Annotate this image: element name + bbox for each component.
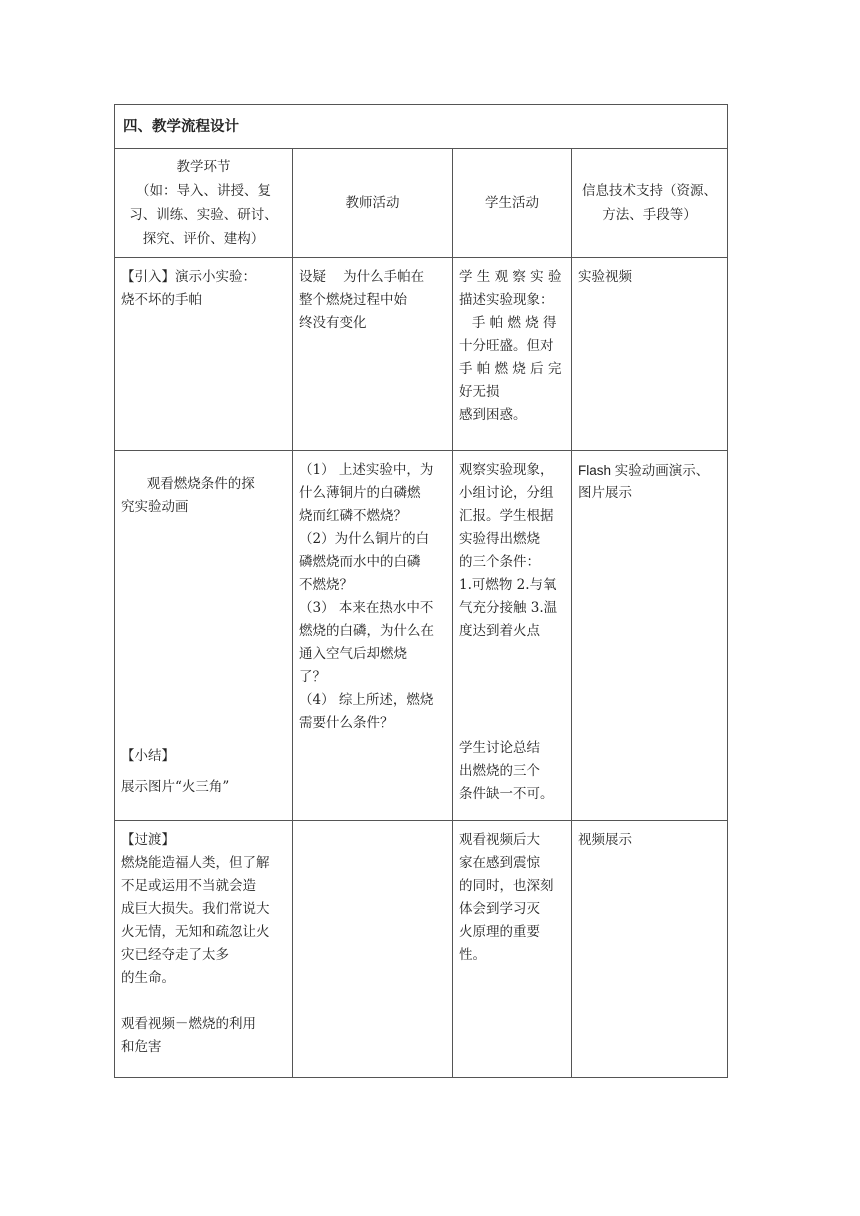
cell-line: 观看视频－燃烧的利用 [121,1016,256,1032]
cell-line: 通入空气后却燃烧 [299,646,407,662]
cell-line: 体会到学习灭 [459,901,540,917]
cell-line: 烧不坏的手帕 [121,292,202,308]
cell-line: 的三个条件： [459,554,540,570]
cell-line: 需要什么条件？ [299,715,394,731]
cell-line: 的生命。 [121,970,175,986]
cell-line: 家在感到震惊 [459,855,540,871]
cell-line: 和危害 [121,1039,162,1055]
cell-line: 感到困惑。 [459,407,527,423]
header-teacher-activity: 教师活动 [293,149,453,258]
cell-line: 实验视频 [578,269,632,285]
cell-line: 气充分接触 3.温 [459,600,558,616]
cell-line: 的同时，也深刻 [459,878,554,894]
row1-student [453,258,572,451]
cell-line: 灾已经夺走了太多 [121,947,229,963]
cell-line: 燃烧的白磷，为什么在 [299,623,434,639]
cell-line: 条件缺一不可。 [459,786,554,802]
cell-line: 实验得出燃烧 [459,531,540,547]
row3-stage [115,821,293,1078]
row1-stage [115,258,293,451]
row3-teacher [293,821,453,1078]
cell-line: 观察实验现象， [459,462,554,478]
cell-line: 好无损 [459,384,500,400]
cell-line: 究实验动画 [121,499,189,515]
cell-line: 学 生 观 察 实 验 [459,269,562,285]
cell-line: 十分旺盛。但对 [459,338,554,354]
row2-teacher [293,451,453,821]
spacer [121,990,286,1013]
cell-line: 终没有变化 [299,315,367,331]
table-row-combustion-conditions [115,451,728,821]
teaching-flow-table [114,104,728,1078]
cell-line: 了？ [299,669,326,685]
cell-line: 视频展示 [578,832,632,848]
cell-line: 整个燃烧过程中始 [299,292,407,308]
header-line: 教学环节 [176,159,231,175]
cell-line: 设疑 为什么手帕在 [299,269,425,285]
row1-teacher [293,258,453,451]
section-title-row [115,105,728,149]
table-row-transition [115,821,728,1078]
header-line: 信息技术支持（资源、 [582,183,717,199]
header-line: 方法、手段等） [602,207,697,223]
cell-line: 观看视频后大 [459,832,540,848]
header-teaching-stage [115,149,293,258]
teaching-flow-table-container [114,104,727,1078]
cell-line: Flash 实验动画演示、 [578,463,710,478]
row2-it-support [572,451,728,821]
cell-line: 图片展示 [578,485,632,501]
cell-line: 磷燃烧而水中的白磷 [299,554,421,570]
header-student-activity: 学生活动 [453,149,572,258]
cell-line: 性。 [459,947,486,963]
cell-line: 度达到着火点 [459,623,540,639]
cell-line: 【过渡】 [121,832,175,848]
cell-line: 观看燃烧条件的探 [121,476,255,492]
header-row [115,149,728,258]
row1-it-support [572,258,728,451]
cell-line: 小组讨论，分组 [459,485,554,501]
cell-line: 学生讨论总结 [459,740,540,756]
cell-line: 成巨大损失。我们常说大 [121,901,270,917]
table-row-intro [115,258,728,451]
cell-line: 1.可燃物 2.与氧 [459,577,557,593]
header-line: （如：导入、讲授、复 [136,183,271,199]
cell-line: 不燃烧？ [299,577,353,593]
header-line: 探究、评价、建构） [142,231,265,247]
cell-line: 燃烧能造福人类，但了解 [121,855,270,871]
cell-line: 火原理的重要 [459,924,540,940]
cell-line: 什么薄铜片的白磷燃 [299,485,421,501]
cell-line: （2）为什么铜片的白 [299,531,430,547]
cell-line: （3） 本来在热水中不 [299,600,434,616]
cell-line: 描述实验现象： [459,292,554,308]
cell-line: 不足或运用不当就会造 [121,878,256,894]
cell-line: 烧而红磷不燃烧？ [299,508,407,524]
row3-it-support [572,821,728,1078]
cell-line: （4） 综上所述，燃烧 [299,692,434,708]
row2-student [453,451,572,821]
header-it-support [572,149,728,258]
cell-line: 【小结】 [121,748,175,764]
cell-line: 火无情，无知和疏忽让火 [121,924,270,940]
cell-line: 展示图片“火三角” [121,779,230,795]
header-line: 习、训练、实验、研讨、 [129,207,278,223]
cell-line: 手 帕 燃 烧 后 完 [459,361,562,377]
cell-line: 手 帕 燃 烧 得 [459,315,557,331]
row3-student [453,821,572,1078]
row2-stage [115,451,293,821]
cell-line: 出燃烧的三个 [459,763,540,779]
section-title: 四、教学流程设计 [115,105,728,149]
cell-line: 汇报。学生根据 [459,508,554,524]
cell-line: （1） 上述实验中，为 [299,462,434,478]
cell-line: 【引入】演示小实验： [121,269,256,285]
